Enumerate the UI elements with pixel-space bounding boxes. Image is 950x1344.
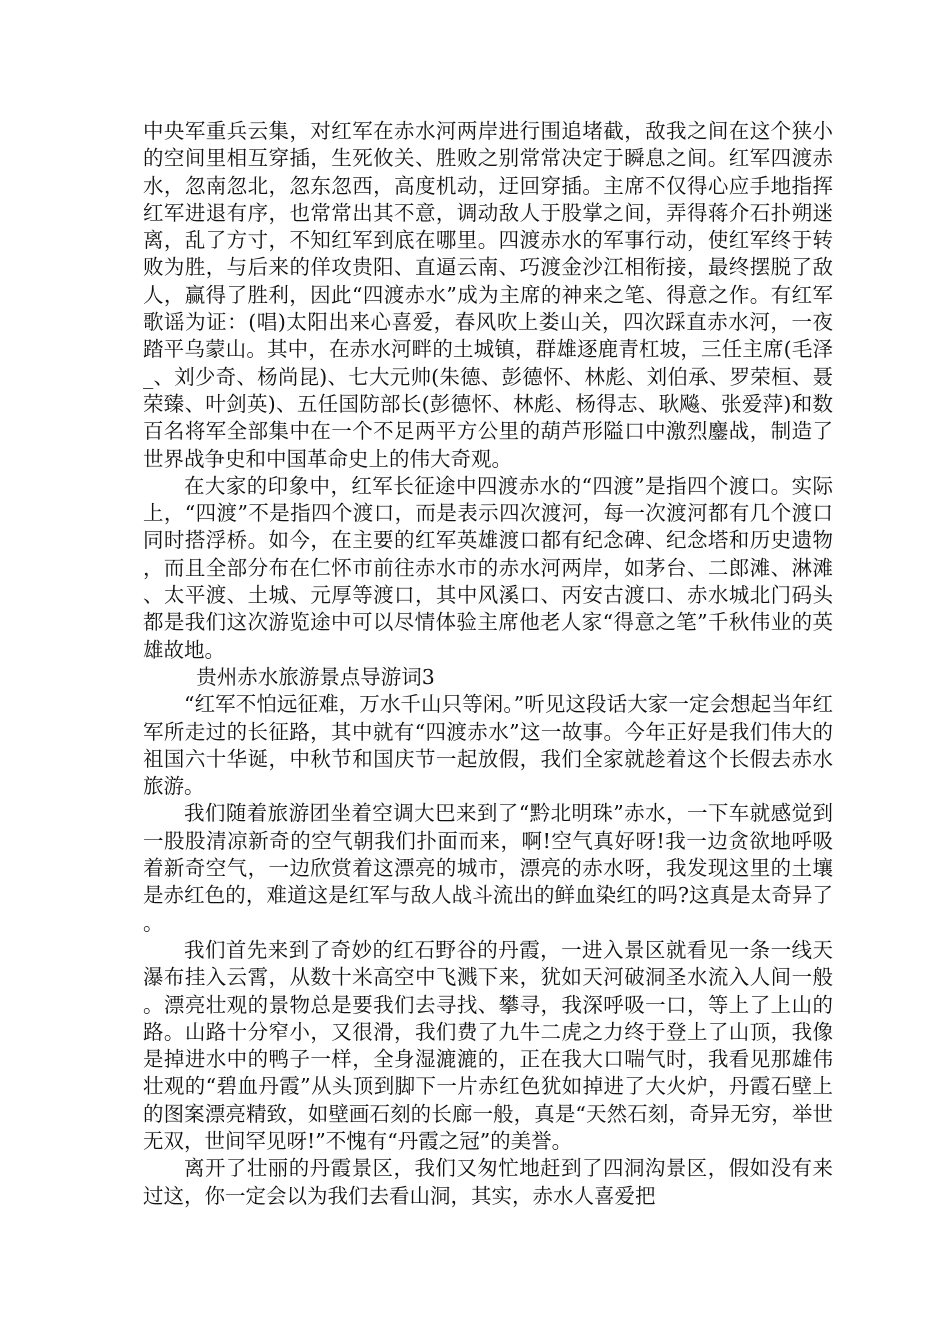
paragraph-sidonggou: 离开了壮丽的丹霞景区，我们又匆忙地赶到了四洞沟景区，假如没有来过这，你一定会以为我们去看山洞，其实，赤水人喜爱把 xyxy=(143,1156,833,1208)
paragraph-continuation: 中央军重兵云集，对红军在赤水河两岸进行围追堵截，敌我之间在这个狭小的空间里相互穿插，生死攸关、胜败之别常常决定于瞬息之间。红军四渡赤水，忽南忽北，忽东忽西，高度机动，迂回穿插。主席不仅得心应手地指挥红军进退有序，也常常出其不意，调动敌人于股掌之间，弄得蒋介石扑朔迷离，乱了方寸，不知红军到底在哪里。四渡赤水的军事行动，使红军终于转败为胜，与后来的佯攻贵阳、直逼云南、巧渡金沙江相衔接，最终摆脱了敌人，赢得了胜利，因此“四渡赤水”成为主席的神来之笔、得意之作。有红军歌谣为证：(唱)太阳出来心喜爱，春风吹上娄山关，四次踩直赤水河，一夜踏平乌蒙山。其中，在赤水河畔的土城镇，群雄逐鹿青杠坡，三任主席(毛泽_、刘少奇、杨尚昆)、七大元帅(朱德、彭德怀、林彪、刘伯承、罗荣桓、聂荣臻、叶剑英)、五任国防部长(彭德怀、林彪、杨得志、耿飚、张爱萍)和数百名将军全部集中在一个不足两平方公里的葫芦形隘口中激烈鏖战，制造了世界战争史和中国革命史上的伟大奇观。 xyxy=(143,119,833,471)
paragraph-long-march-intro: “红军不怕远征难，万水千山只等闲。”听见这段话大家一定会想起当年红军所走过的长征路，其中就有“四渡赤水”这一故事。今年正好是我们伟大的祖国六十华诞，中秋节和国庆节一起放假，我们全家就趁着这个长假去赤水旅游。 xyxy=(143,692,833,799)
paragraph-danxia: 我们首先来到了奇妙的红石野谷的丹霞，一进入景区就看见一条一线天瀑布挂入云霄，从数十米高空中飞溅下来，犹如天河破洞圣水流入人间一般。漂亮壮观的景物总是要我们去寻找、攀寻，我深呼吸一口，等上了上山的路。山路十分窄小，又很滑，我们费了九牛二虎之力终于登上了山顶，我像是掉进水中的鸭子一样，全身湿漉漉的，正在我大口喘气时，我看见那雄伟壮观的“碧血丹霞”从头顶到脚下一片赤红色犹如掉进了大火炉，丹霞石壁上的图案漂亮精致，如壁画石刻的长廊一般，真是“天然石刻，奇异无穷，举世无双，世间罕见呀!”不愧有“丹霞之冠”的美誉。 xyxy=(143,937,833,1153)
paragraph-four-crossings-meaning: 在大家的印象中，红军长征途中四渡赤水的“四渡”是指四个渡口。实际上，“四渡”不是指四个渡口，而是表示四次渡河，每一次渡河都有几个渡口同时搭浮桥。如今，在主要的红军英雄渡口都有纪念碑、纪念塔和历史遗物，而且全部分布在仁怀市前往赤水市的赤水河两岸，如茅台、二郎滩、淋滩、太平渡、土城、元厚等渡口，其中风溪口、丙安古渡口、赤水城北门码头都是我们这次游览途中可以尽情体验主席他老人家“得意之笔”千秋伟业的英雄故地。 xyxy=(143,473,833,662)
document-page xyxy=(143,118,833,1210)
section-heading: 贵州赤水旅游景点导游词3 xyxy=(196,664,435,689)
paragraph-arrival-chishui: 我们随着旅游团坐着空调大巴来到了“黔北明珠”赤水，一下车就感觉到一股股清凉新奇的空气朝我们扑面而来，啊!空气真好呀!我一边贪欲地呼吸着新奇空气，一边欣赏着这漂亮的城市，漂亮的赤水呀，我发现这里的土壤是赤红色的，难道这是红军与敌人战斗流出的鲜血染红的吗?这真是太奇异了。 xyxy=(143,801,833,935)
